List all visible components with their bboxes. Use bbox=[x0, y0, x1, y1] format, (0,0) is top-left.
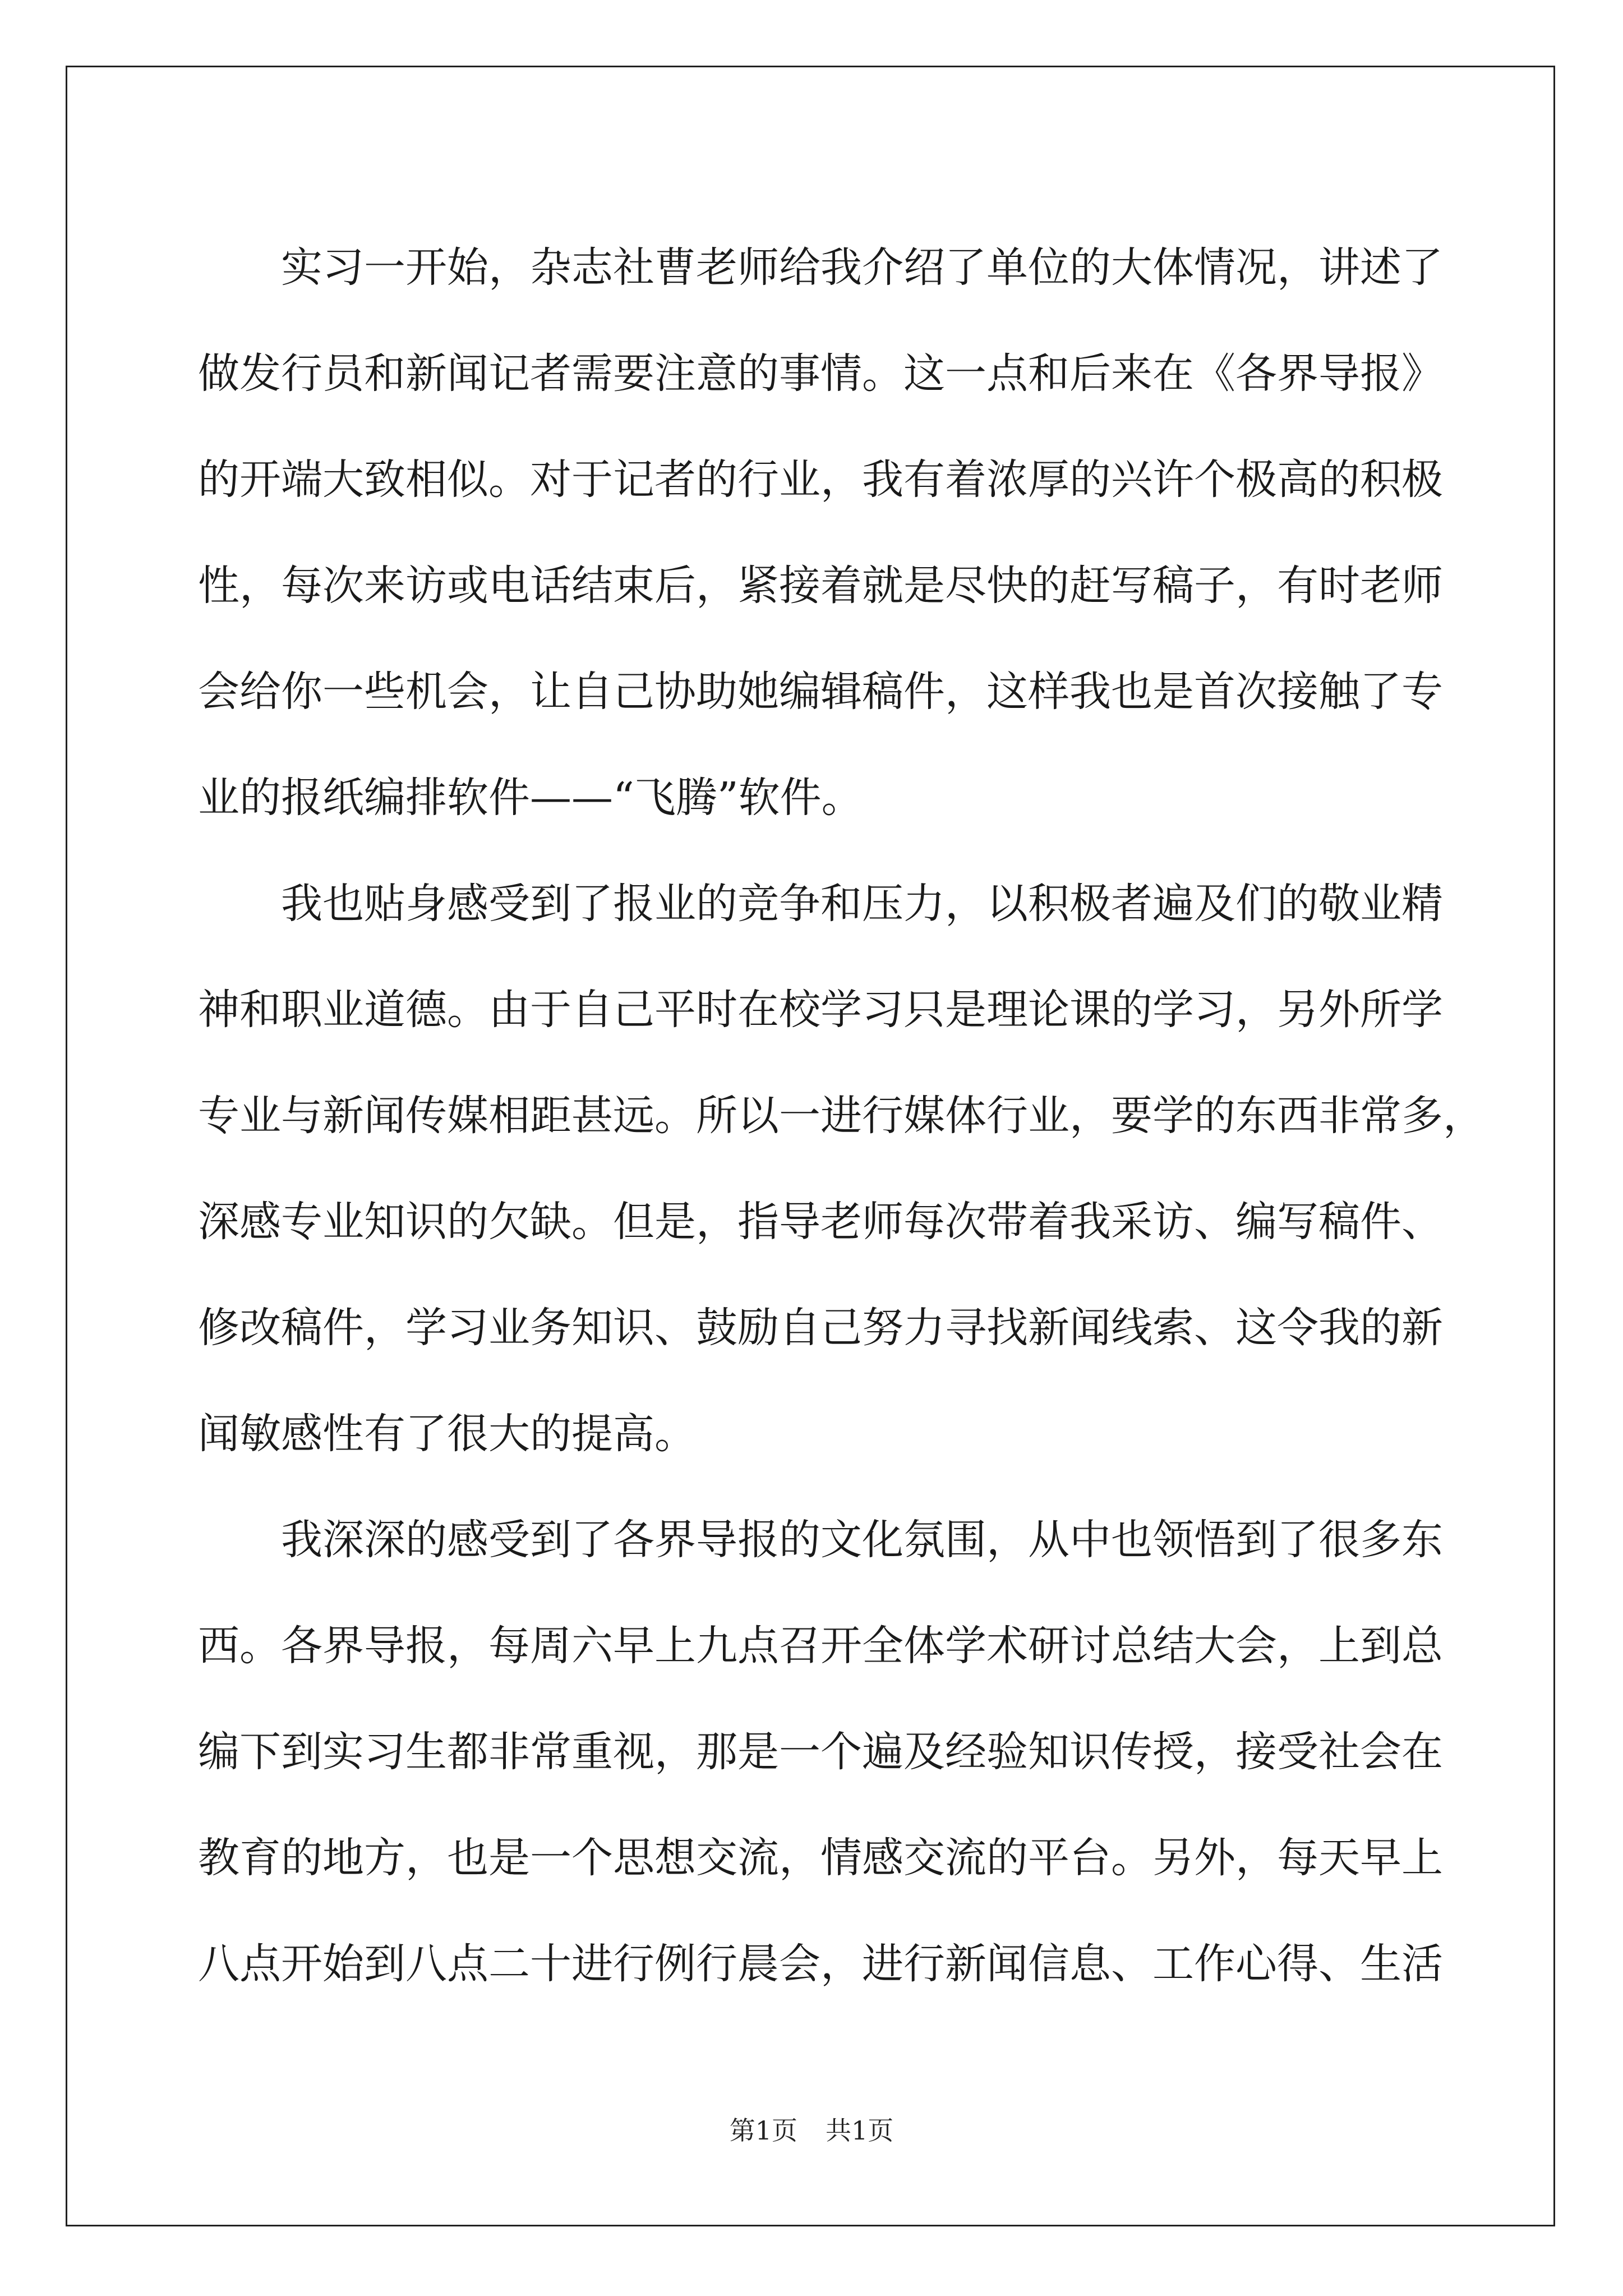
page-footer bbox=[0, 2114, 1623, 2147]
page-number-current: 第1页 bbox=[729, 2115, 797, 2146]
paragraph-1-line-3: 的开端大致相似。对于记者的行业，我有着浓厚的兴许个极高的积极 bbox=[198, 455, 1443, 504]
paragraph-1-line-1: 实习一开始，杂志社曹老师给我介绍了单位的大体情况，讲述了 bbox=[281, 243, 1443, 292]
paragraph-3-line-2: 西。各界导报，每周六早上九点召开全体学术研讨总结大会，上到总 bbox=[198, 1622, 1443, 1670]
paragraph-1-line-6: 业的报纸编排软件——“飞腾”软件。 bbox=[198, 774, 863, 822]
paragraph-2-line-4: 深感专业知识的欠缺。但是，指导老师每次带着我采访、编写稿件、 bbox=[198, 1198, 1443, 1246]
paragraph-3-line-3: 编下到实习生都非常重视，那是一个遍及经验知识传授，接受社会在 bbox=[198, 1728, 1443, 1776]
paragraph-2-line-2: 神和职业道德。由于自己平时在校学习只是理论课的学习，另外所学 bbox=[198, 986, 1443, 1034]
paragraph-3-line-4: 教育的地方，也是一个思想交流，情感交流的平台。另外，每天早上 bbox=[198, 1834, 1443, 1882]
paragraph-2-line-3: 专业与新闻传媒相距甚远。所以一进行媒体行业，要学的东西非常多， bbox=[198, 1092, 1484, 1140]
paragraph-3-line-5: 八点开始到八点二十进行例行晨会，进行新闻信息、工作心得、生活 bbox=[198, 1940, 1443, 1988]
paragraph-3-line-1: 我深深的感受到了各界导报的文化氛围，从中也领悟到了很多东 bbox=[281, 1516, 1443, 1564]
paragraph-2-line-5: 修改稿件，学习业务知识、鼓励自己努力寻找新闻线索、这令我的新 bbox=[198, 1304, 1443, 1352]
paragraph-2-line-1: 我也贴身感受到了报业的竞争和压力，以积极者遍及们的敬业精 bbox=[281, 880, 1443, 928]
paragraph-2-line-6: 闻敏感性有了很大的提高。 bbox=[198, 1410, 696, 1458]
page-number-total: 共1页 bbox=[826, 2115, 894, 2146]
paragraph-1-line-4: 性，每次来访或电话结束后，紧接着就是尽快的赶写稿子，有时老师 bbox=[198, 562, 1443, 610]
document-body bbox=[198, 215, 1484, 2017]
paragraph-1-line-2: 做发行员和新闻记者需要注意的事情。这一点和后来在《各界导报》 bbox=[198, 349, 1443, 398]
paragraph-1-line-5: 会给你一些机会，让自己协助她编辑稿件，这样我也是首次接触了专 bbox=[198, 668, 1443, 716]
